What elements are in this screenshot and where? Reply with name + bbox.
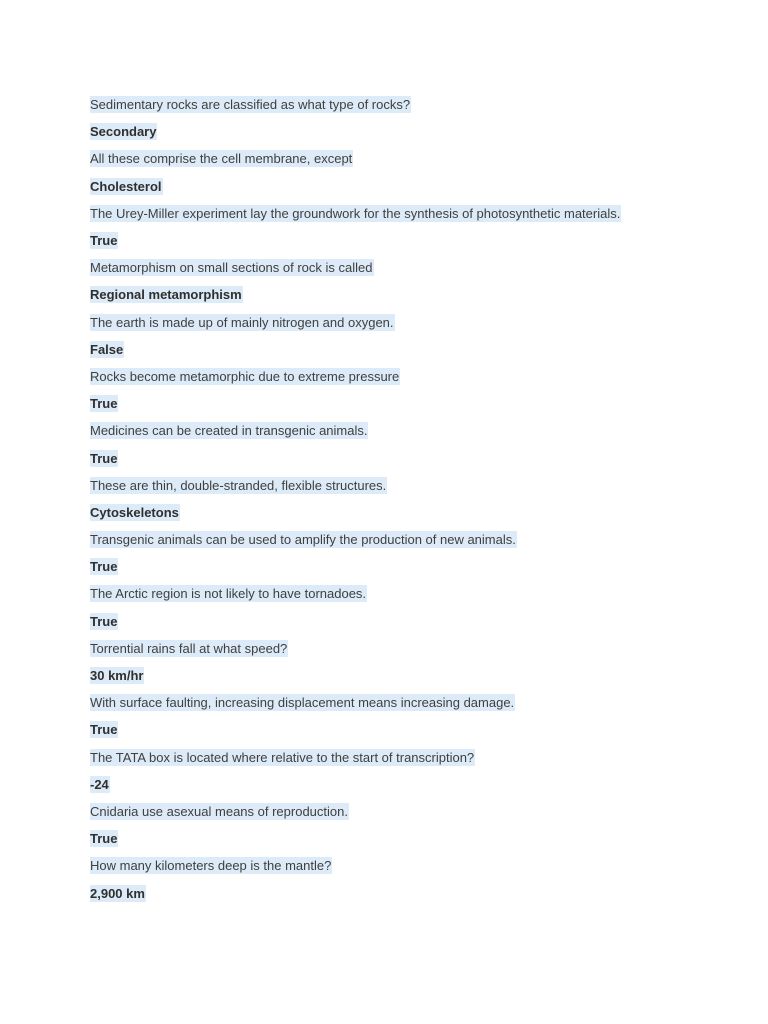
answer-text: Cholesterol xyxy=(90,178,162,194)
answer-text: Secondary xyxy=(90,124,157,140)
answer-row xyxy=(90,879,730,906)
answer-row xyxy=(90,553,730,580)
question-text: With surface faulting, increasing displacement means increasing damage. xyxy=(90,695,515,711)
answer-row xyxy=(90,771,730,798)
question-text: The TATA box is located where relative to the start of transcription? xyxy=(90,749,475,765)
question-text: Torrential rains fall at what speed? xyxy=(90,640,288,656)
question-text: The Arctic region is not likely to have tornadoes. xyxy=(90,586,367,602)
answer-text: -24 xyxy=(90,776,109,792)
answer-text: True xyxy=(90,450,118,466)
question-row xyxy=(90,635,730,662)
question-text: Transgenic animals can be used to amplify the production of new animals. xyxy=(90,532,516,548)
answer-text: True xyxy=(90,233,118,249)
question-text: Cnidaria use asexual means of reproduction. xyxy=(90,803,348,819)
question-row xyxy=(90,472,730,499)
answer-row xyxy=(90,173,730,200)
question-text: The earth is made up of mainly nitrogen and oxygen. xyxy=(90,314,394,330)
question-text: How many kilometers deep is the mantle? xyxy=(90,858,332,874)
answer-row xyxy=(90,118,730,145)
question-text: Medicines can be created in transgenic animals. xyxy=(90,423,368,439)
question-row xyxy=(90,689,730,716)
question-row xyxy=(90,580,730,607)
answer-row xyxy=(90,825,730,852)
question-row xyxy=(90,200,730,227)
question-text: These are thin, double-stranded, flexible structures. xyxy=(90,477,387,493)
answer-text: False xyxy=(90,341,124,357)
question-row xyxy=(90,91,730,118)
answer-text: True xyxy=(90,722,118,738)
answer-text: Cytoskeletons xyxy=(90,504,179,520)
answer-text: True xyxy=(90,613,118,629)
answer-row xyxy=(90,281,730,308)
question-text: The Urey-Miller experiment lay the groundwork for the synthesis of photosynthetic materials. xyxy=(90,205,621,221)
answer-text: 30 km/hr xyxy=(90,668,144,684)
answer-text: True xyxy=(90,559,118,575)
answer-text: Regional metamorphism xyxy=(90,287,242,303)
answer-row xyxy=(90,499,730,526)
question-row xyxy=(90,798,730,825)
answer-row xyxy=(90,390,730,417)
question-row xyxy=(90,254,730,281)
answer-text: 2,900 km xyxy=(90,885,145,901)
question-text: Metamorphism on small sections of rock is called xyxy=(90,260,373,276)
question-row xyxy=(90,309,730,336)
question-text: All these comprise the cell membrane, except xyxy=(90,151,353,167)
answer-text: True xyxy=(90,831,118,847)
answer-row xyxy=(90,444,730,471)
question-row xyxy=(90,852,730,879)
question-row xyxy=(90,417,730,444)
document-page xyxy=(90,91,730,907)
question-row xyxy=(90,145,730,172)
question-row xyxy=(90,363,730,390)
answer-row xyxy=(90,608,730,635)
answer-row xyxy=(90,716,730,743)
question-text: Rocks become metamorphic due to extreme pressure xyxy=(90,368,400,384)
question-row xyxy=(90,526,730,553)
question-row xyxy=(90,744,730,771)
answer-text: True xyxy=(90,396,118,412)
answer-row xyxy=(90,662,730,689)
question-text: Sedimentary rocks are classified as what type of rocks? xyxy=(90,97,411,113)
answer-row xyxy=(90,227,730,254)
answer-row xyxy=(90,336,730,363)
